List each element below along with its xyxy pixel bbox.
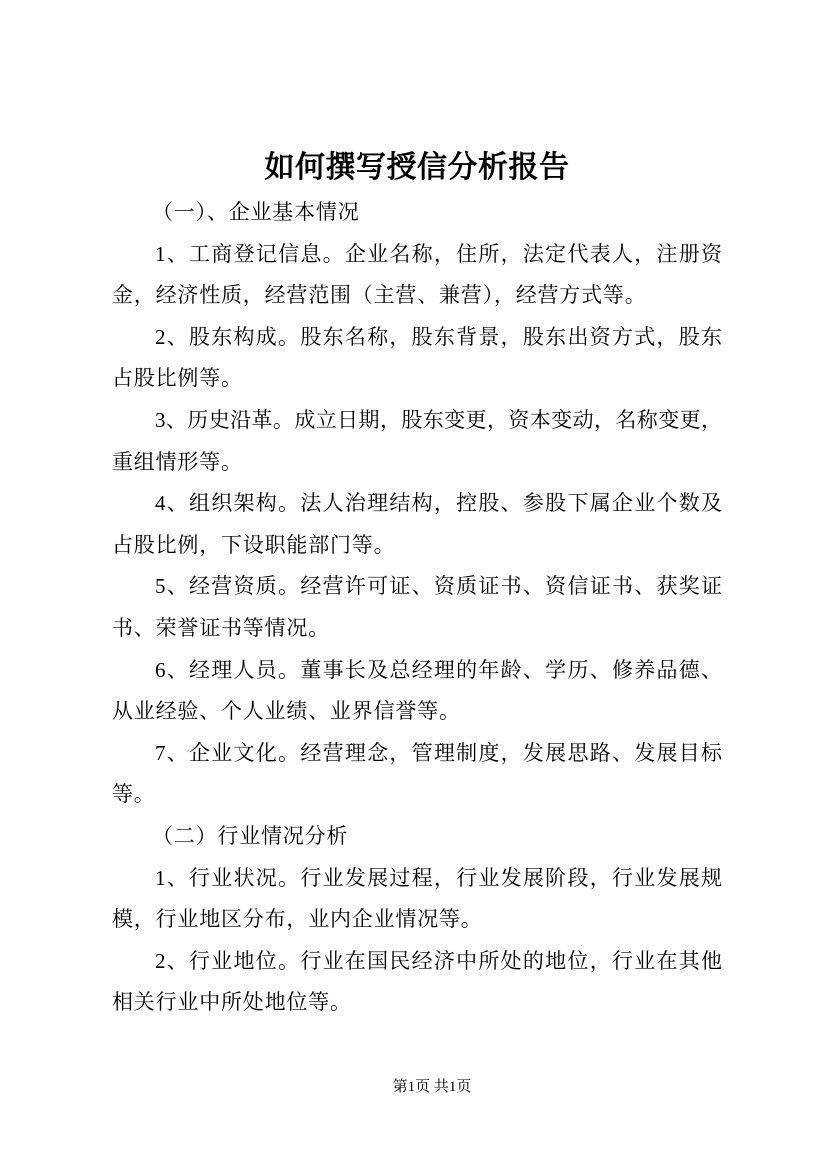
- paragraph-line: 2、行业地位。行业在国民经济中所处的地位，行业在其他: [155, 948, 722, 973]
- paragraph-line: 相关行业中所处地位等。: [112, 990, 352, 1015]
- paragraph-line: 4、组织架构。法人治理结构，控股、参股下属企业个数及: [155, 491, 722, 516]
- paragraph-shareholder-structure: [112, 317, 722, 400]
- paragraph-line: 6、经理人员。董事长及总经理的年龄、学历、修养品德、: [155, 657, 722, 682]
- paragraph-line: 模，行业地区分布，业内企业情况等。: [112, 907, 483, 932]
- paragraph-line: 5、经营资质。经营许可证、资质证书、资信证书、获奖证: [155, 574, 722, 599]
- document-body: [112, 192, 722, 1024]
- paragraph-line: 占股比例等。: [112, 366, 243, 391]
- paragraph-line: 7、企业文化。经营理念，管理制度，发展思路、发展目标: [155, 740, 722, 765]
- paragraph-business-registration: [112, 234, 722, 317]
- paragraph-line: 从业经验、个人业绩、业界信誉等。: [112, 699, 461, 724]
- paragraph-organization: [112, 483, 722, 566]
- paragraph-industry-status: [112, 858, 722, 941]
- section-heading-company-basics: （一）、企业基本情况: [152, 200, 360, 224]
- paragraph-industry-position: [112, 941, 722, 1024]
- paragraph-qualifications: [112, 566, 722, 649]
- paragraph-line: 金，经济性质，经营范围（主营、兼营），经营方式等。: [112, 283, 647, 308]
- paragraph-line: 2、股东构成。股东名称，股东背景，股东出资方式，股东: [155, 324, 722, 349]
- paragraph-management: [112, 650, 722, 733]
- page-footer: 第1页 共1页: [392, 1079, 472, 1095]
- document-title: 如何撰写授信分析报告: [264, 150, 570, 185]
- paragraph-line: 3、历史沿革。成立日期，股东变更，资本变动，名称变更，: [155, 407, 722, 432]
- paragraph-line: 重组情形等。: [112, 449, 243, 474]
- paragraph-history: [112, 400, 722, 483]
- paragraph-line: 1、工商登记信息。企业名称，住所，法定代表人，注册资: [155, 241, 722, 266]
- section-heading-industry-analysis: （二）行业情况分析: [152, 823, 349, 848]
- paragraph-line: 书、荣誉证书等情况。: [112, 615, 330, 640]
- paragraph-corporate-culture: [112, 733, 722, 816]
- paragraph-line: 1、行业状况。行业发展过程，行业发展阶段，行业发展规: [155, 865, 722, 890]
- paragraph-line: 占股比例，下设职能部门等。: [112, 532, 396, 557]
- paragraph-line: 等。: [112, 782, 156, 807]
